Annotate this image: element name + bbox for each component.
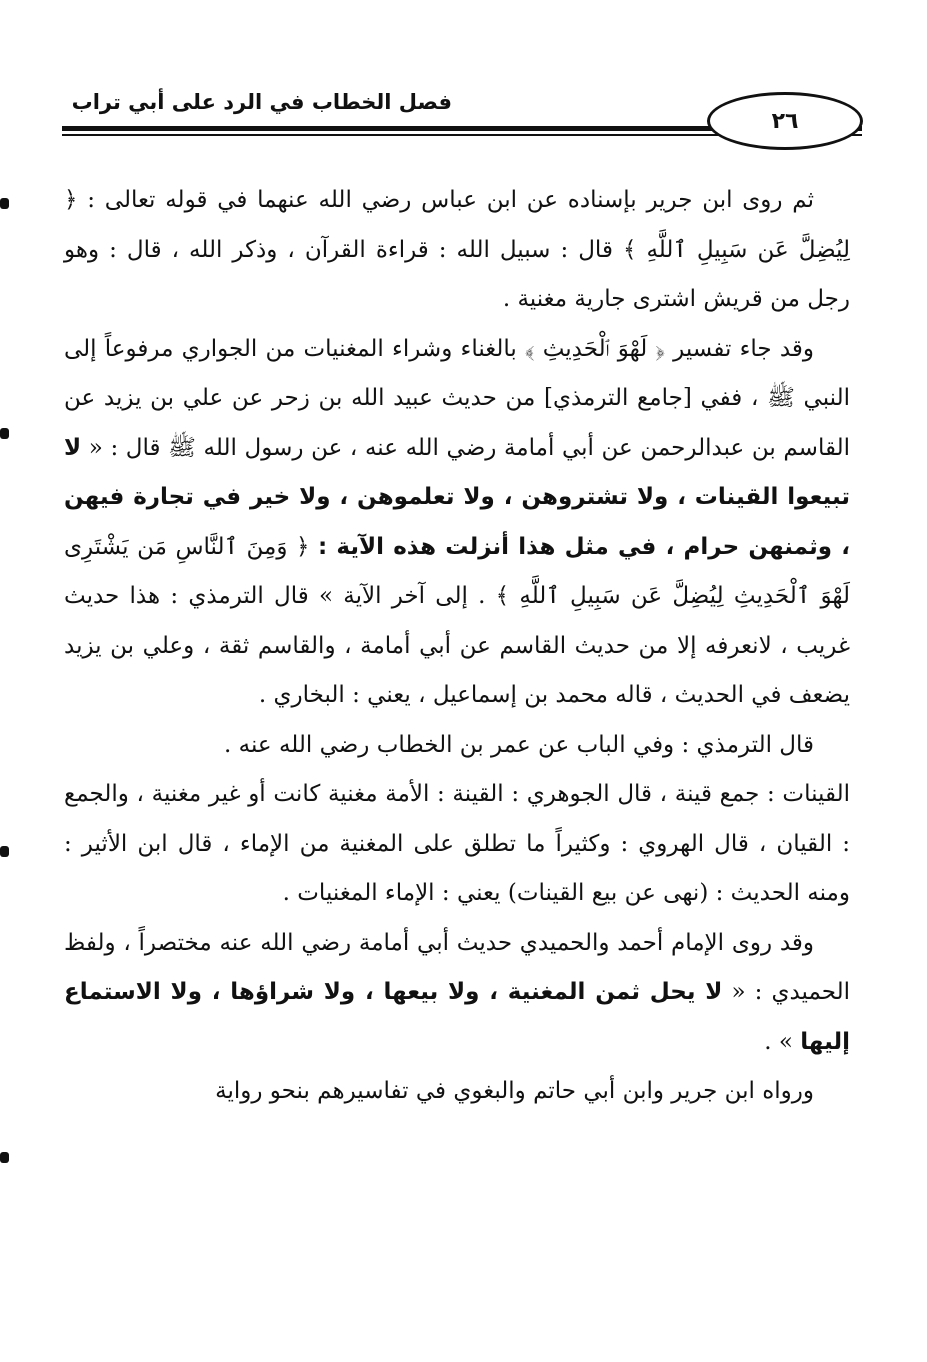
- running-header: [62, 84, 862, 154]
- paragraph-6: ورواه ابن جرير وابن أبي حاتم والبغوي في تفاسيرهم بنحو رواية: [215, 1078, 814, 1104]
- page-number-badge: [707, 92, 863, 150]
- text-run: قال : سبيل الله : قراءة القرآن ، وذكر الله ، قال : وهو رجل من قريش اشترى جارية مغنية .: [64, 236, 850, 312]
- page-number: ٢٦: [771, 108, 799, 134]
- text-run: بالغناء وشراء المغنيات من الجواري مرفوعاً إلى النبي ﷺ ، ففي [جامع الترمذي] من حديث عبيد الله بن زحر عن علي بن يزيد عن القاسم بن عبدالرحمن عن أبي أمامة رضي الله عنه ، عن رسول الله ﷺ قال : «: [64, 335, 850, 461]
- text-run: وقد جاء تفسير: [664, 335, 814, 362]
- hadith-text: لا يحل ثمن المغنية ، ولا بيعها ، ولا شراؤها ، ولا الاستماع إليها: [64, 979, 850, 1055]
- main-text: [64, 176, 850, 1117]
- paragraph-4: القينات : جمع قينة ، قال الجوهري : القينة : الأمة مغنية كانت أو غير مغنية ، والجمع : القيان ، قال الهروي : وكثيراً ما تطلق على المغنية من الإماء ، قال ابن الأثير : ومنه الحديث : (نهى عن بيع القينات) يعني : الإماء المغنيات .: [64, 781, 850, 906]
- quran-quote: ﴿ وَمِنَ ٱلنَّاسِ مَن يَشْتَرِى لَهْوَ ٱلْحَدِيثِ لِيُضِلَّ عَن سَبِيلِ ٱللَّهِ ﴾: [64, 533, 850, 609]
- quran-quote: ﴿ لَهْوَ ٱلْحَدِيثِ ﴾: [525, 335, 665, 362]
- text-run: وقد روى الإمام أحمد والحميدي حديث أبي أمامة رضي الله عنه مختصراً ، ولفظ الحميدي : «: [64, 929, 851, 1005]
- margin-mark: [0, 428, 9, 439]
- book-title: فصل الخطاب في الرد على أبي تراب: [71, 90, 452, 114]
- text-run: . إلى آخر الآية » قال الترمذي : هذا حديث غريب ، لانعرفه إلا من حديث القاسم عن أبي أمامة ، والقاسم ثقة ، وعلي بن يزيد يضعف في الحديث ، قاله محمد بن إسماعيل ، يعني : البخاري .: [64, 583, 850, 708]
- margin-mark: [0, 198, 9, 209]
- paragraph-3: قال الترمذي : وفي الباب عن عمر بن الخطاب رضي الله عنه .: [224, 731, 814, 758]
- paragraph-2: [64, 325, 850, 721]
- paragraph-5: [64, 919, 850, 1068]
- margin-mark: [0, 846, 9, 857]
- text-run: ثم روى ابن جرير بإسناده عن ابن عباس رضي الله عنهما في قوله تعالى :: [77, 187, 814, 213]
- margin-mark: [0, 1152, 9, 1163]
- hadith-text: لا تبيعوا القينات ، ولا تشتروهن ، ولا تعلموهن ، ولا خير في تجارة فيهن ، وثمنهن حرام ، في مثل هذا أنزلت هذه الآية :: [64, 434, 850, 560]
- paragraph-1: [64, 176, 850, 325]
- quran-quote: ﴿ لِيُضِلَّ عَن سَبِيلِ ٱللَّهِ ﴾: [64, 187, 851, 263]
- text-run: » .: [764, 1028, 801, 1055]
